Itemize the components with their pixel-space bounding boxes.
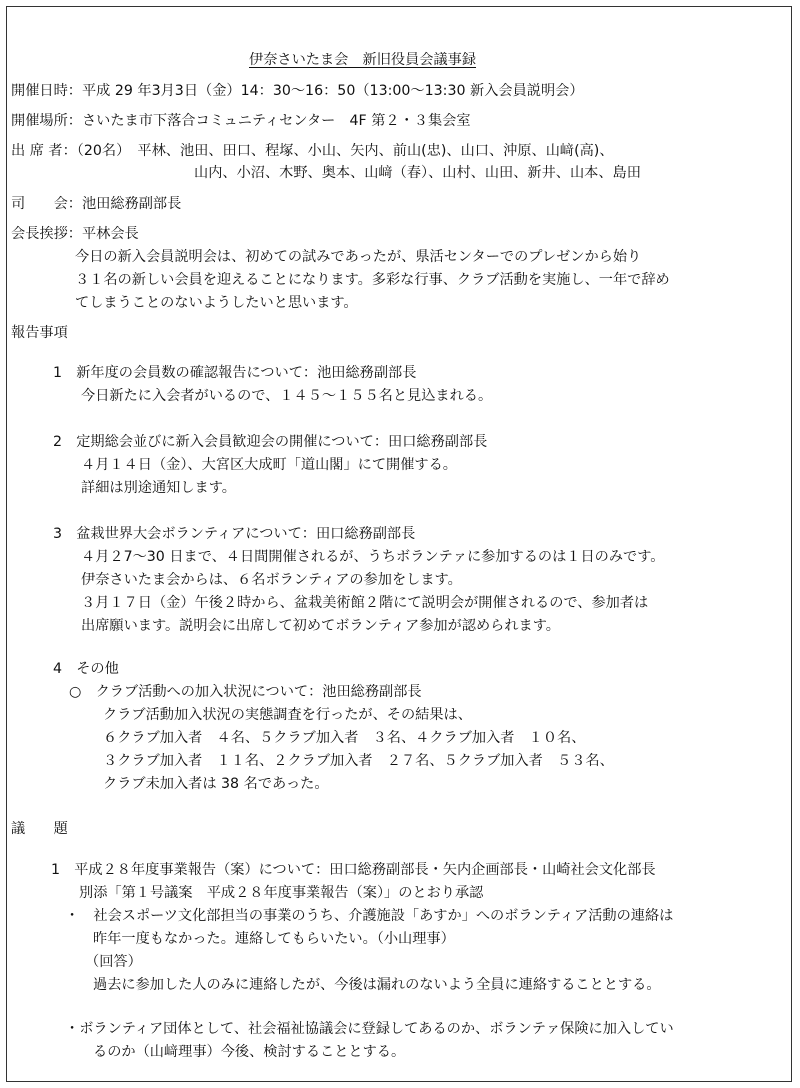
report-item-2-head: 2 定期総会並びに新入会員歓迎会の開催について：田口総務副部長 bbox=[53, 434, 488, 450]
place-value: さいたま市下落合コミュニティセンター 4F 第２・３集会室 bbox=[81, 113, 471, 129]
document-title: 伊奈さいたま会 新旧役員会議事録 bbox=[249, 52, 477, 68]
agenda-bullet-2-line: るのか（山﨑理事）今後、検討することとする。 bbox=[93, 1044, 406, 1060]
report-item-2-line: ４月１４日（金）、大宮区大成町「道山閣」にて開催する。 bbox=[81, 457, 457, 473]
place-label: 開催場所： bbox=[11, 113, 82, 129]
agenda-item-1-approval: 別添「第１号議案 平成２８年度事業報告（案）」のとおり承認 bbox=[79, 885, 484, 901]
document-page bbox=[6, 6, 792, 1082]
attendees bbox=[11, 141, 614, 161]
attendees-label: 出 席 者： bbox=[11, 143, 77, 159]
report-item-1-head: 1 新年度の会員数の確認報告について：池田総務副部長 bbox=[53, 365, 417, 381]
agenda-item-1-head: 1 平成２８年度事業報告（案）について：田口総務副部長・矢内企画部長・山崎社会文化部長 bbox=[51, 862, 656, 878]
report-item-4-line: ６クラブ加入者 ４名、５クラブ加入者 ３名、４クラブ加入者 １０名、 bbox=[103, 730, 586, 746]
attendees-line-1: （20名） 平林、池田、田口、程塚、小山、矢内、前山(忠)、山口、沖原、山﨑(高)、 bbox=[76, 143, 614, 159]
greeting-line: てしまうことのないようしたいと思います。 bbox=[75, 295, 358, 311]
greeting-line: 今日の新入会員説明会は、初めての試みであったが、県活センターでのプレゼンから始り bbox=[75, 249, 642, 265]
report-item-1-line: 今日新たに入会者がいるので、１４５～１５５名と見込まれる。 bbox=[81, 388, 493, 404]
agenda-heading: 議 題 bbox=[11, 821, 68, 837]
chair-value: 池田総務副部長 bbox=[81, 196, 182, 212]
meeting-datetime bbox=[11, 81, 584, 101]
report-item-3-line: ４月２7～30 日まで、４日間開催されるが、うちボランテァに参加するのは１日のみです。 bbox=[81, 549, 665, 565]
report-item-4-line: ３クラブ加入者 １１名、２クラブ加入者 ２７名、５クラブ加入者 ５３名、 bbox=[103, 753, 614, 769]
report-item-3-line: ３月１７日（金）午後２時から、盆栽美術館２階にて説明会が開催されるので、参加者は bbox=[81, 595, 649, 611]
greeting-label: 会長挨拶： bbox=[11, 226, 82, 242]
report-item-4-head: 4 その他 bbox=[53, 661, 119, 677]
agenda-bullet-1-line: ・ 社会スポーツ文化部担当の事業のうち、介護施設「あすか」へのボランティア活動の連絡は bbox=[65, 908, 674, 924]
meeting-place bbox=[11, 111, 471, 131]
report-item-2-line: 詳細は別途通知します。 bbox=[81, 480, 236, 496]
agenda-answer-line: 過去に参加した人のみに連絡したが、今後は漏れのないよう全員に連絡することとする。 bbox=[93, 977, 661, 993]
agenda-bullet-1-line: 昨年一度もなかった。連絡してもらいたい。（小山理事） bbox=[93, 931, 455, 947]
agenda-bullet-2-line: ・ボランティア団体として、社会福祉協議会に登録してあるのか、ボランテァ保険に加入してい bbox=[65, 1021, 674, 1037]
report-item-4-line: クラブ未加入者は 38 名であった。 bbox=[103, 776, 329, 792]
reports-heading: 報告事項 bbox=[11, 325, 68, 341]
datetime-value: 平成 29 年3月3日（金）14：30～16：50（13:00～13:30 新入会員説明会） bbox=[81, 83, 584, 99]
report-item-4-line: クラブ活動加入状況の実態調査を行ったが、その結果は、 bbox=[103, 707, 472, 723]
greeting-header bbox=[11, 224, 139, 244]
datetime-label: 開催日時： bbox=[11, 83, 82, 99]
agenda-answer-label: （回答） bbox=[85, 954, 142, 970]
report-item-3-line: 出席願います。説明会に出席して初めてボランティア参加が認められます。 bbox=[81, 618, 560, 634]
chair bbox=[11, 194, 181, 214]
chair-label: 司 会： bbox=[11, 196, 82, 212]
report-item-3-line: 伊奈さいたま会からは、６名ボランティアの参加をします。 bbox=[81, 572, 462, 588]
report-item-3-head: 3 盆栽世界大会ボランティアについて：田口総務副部長 bbox=[53, 526, 416, 542]
greeting-speaker: 平林会長 bbox=[81, 226, 139, 242]
report-item-4-sub: ○ クラブ活動への加入状況について：池田総務副部長 bbox=[69, 684, 422, 700]
attendees-line-2: 山内、小沼、木野、奥本、山﨑（春）、山村、山田、新井、山本、島田 bbox=[194, 165, 641, 181]
greeting-line: ３１名の新しい会員を迎えることになります。多彩な行事、クラブ活動を実施し、一年で辞め bbox=[75, 272, 670, 288]
